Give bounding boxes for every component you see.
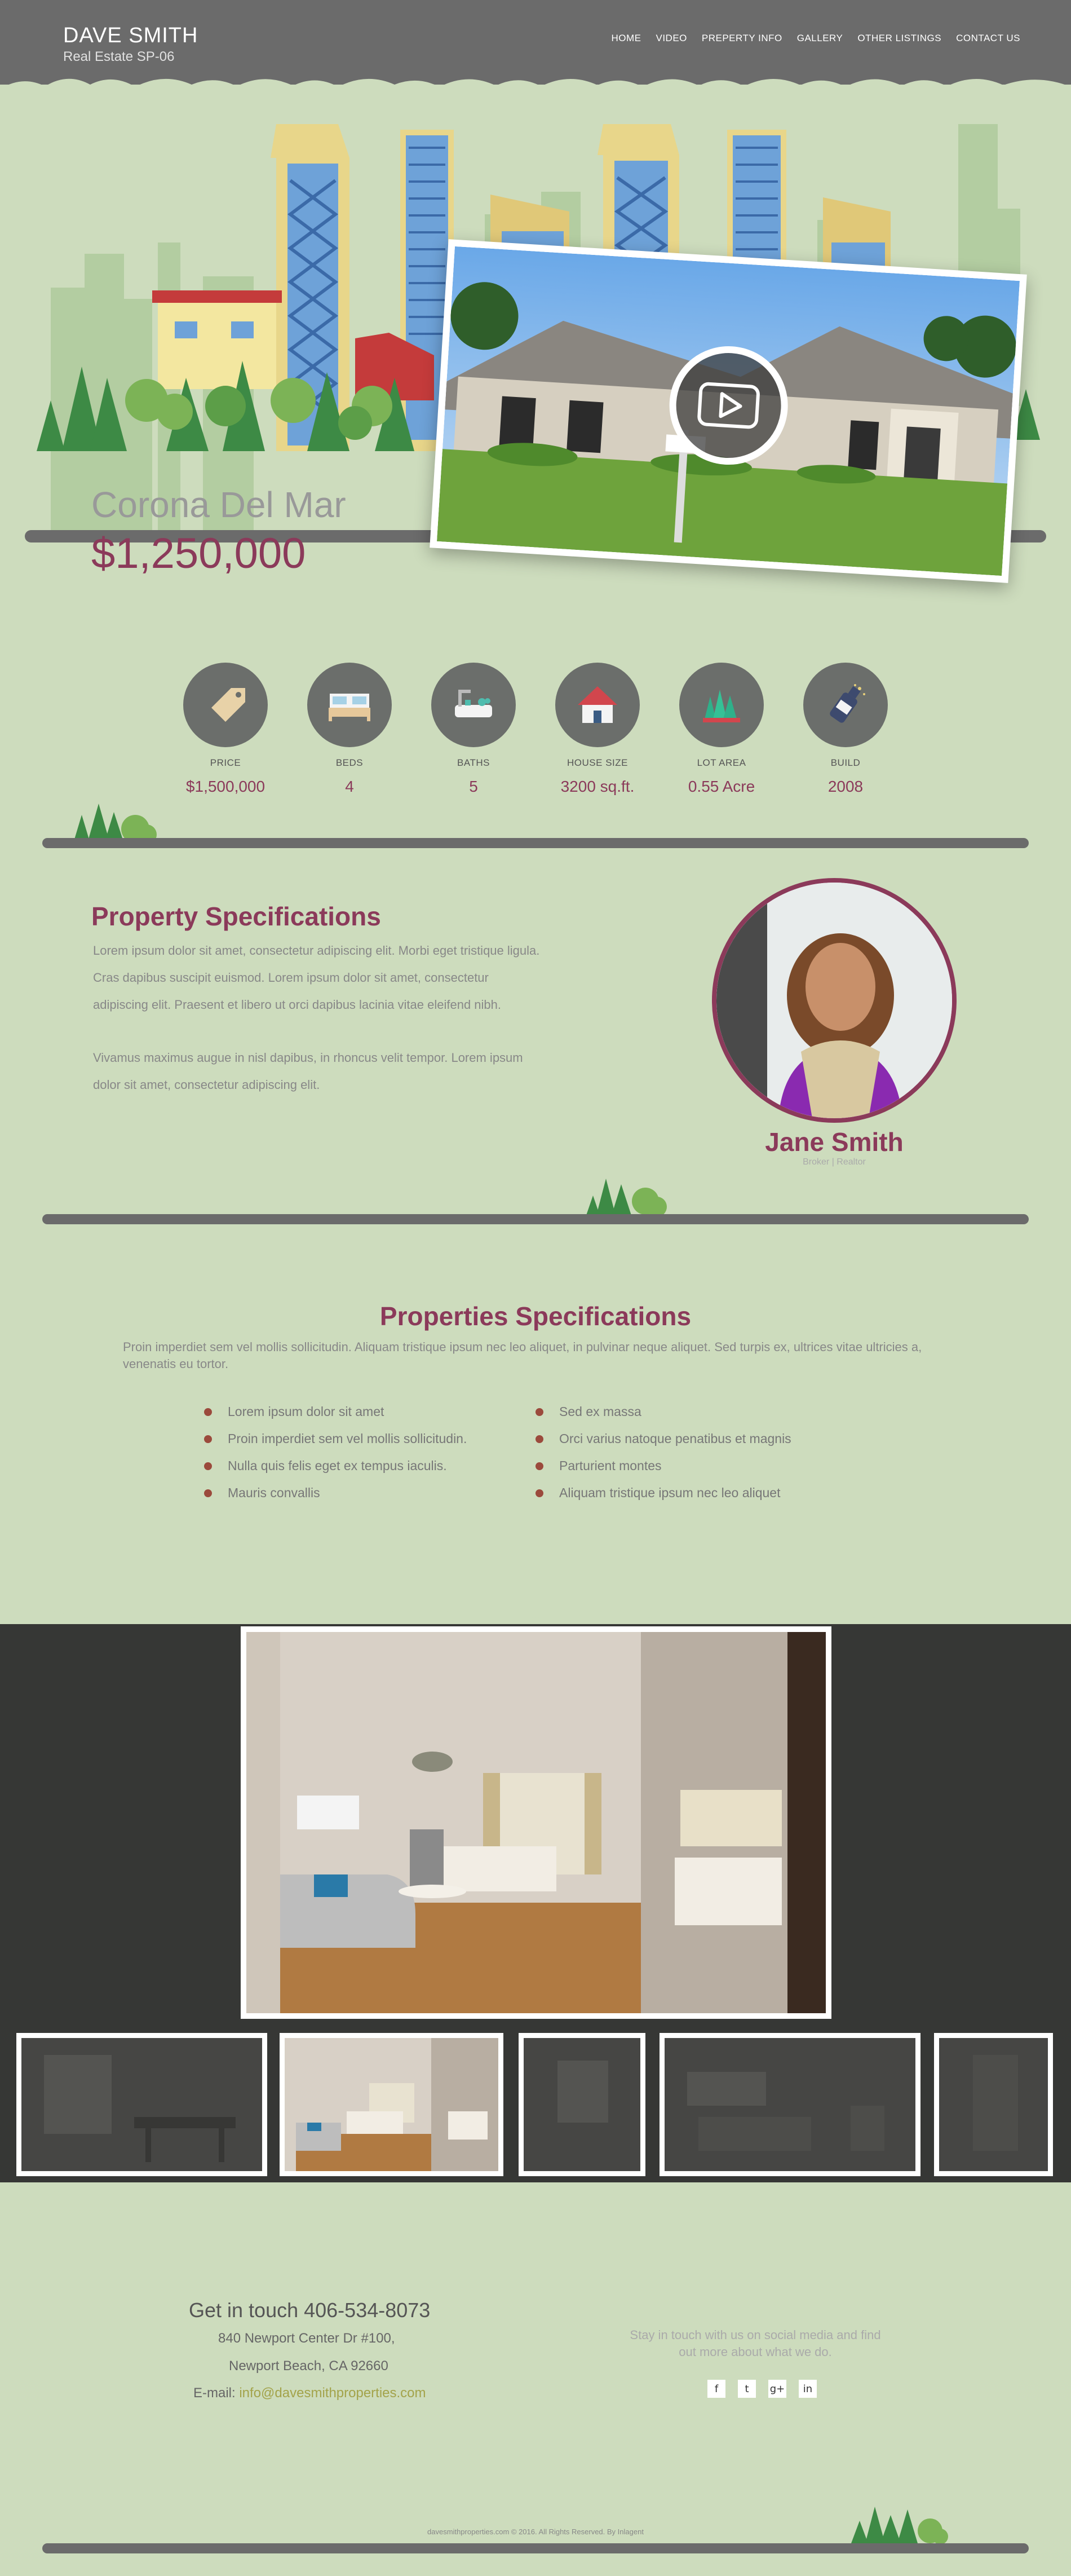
stat-value: 0.55 Acre	[688, 778, 755, 795]
nav-gallery[interactable]: GALLERY	[796, 33, 843, 43]
list-item: Orci varius natoque penatibus et magnis	[536, 1431, 791, 1458]
features-list-left	[204, 1404, 467, 1512]
nav-property-info[interactable]: PREPERTY INFO	[701, 33, 782, 43]
list-item: Nulla quis felis eget ex tempus iaculis.	[204, 1458, 467, 1485]
list-item: Aliquam tristique ipsum nec leo aliquet	[536, 1485, 791, 1512]
price-tag-icon	[200, 680, 251, 730]
gallery-main-photo[interactable]	[241, 1626, 831, 2019]
stat-label: BEDS	[335, 757, 364, 768]
specifications-paragraph-1	[93, 937, 600, 1018]
property-price: $1,250,000	[91, 530, 306, 577]
gallery-thumb-dining[interactable]	[16, 2033, 267, 2176]
footer-bar	[42, 2543, 1029, 2553]
gallery-thumb-bedroom[interactable]	[280, 2033, 503, 2176]
paragraph-line: Cras dapibus suscipit euismod. Lorem ipsum dolor sit amet, consectetur	[93, 971, 489, 985]
google-plus-icon[interactable]: g+	[768, 2380, 786, 2398]
stat-house-size	[552, 663, 643, 796]
stat-value: $1,500,000	[185, 778, 265, 795]
divider-bar	[42, 1214, 1029, 1224]
stat-baths	[428, 663, 519, 796]
trees-decoration	[62, 787, 163, 843]
brand-name: DAVE SMITH	[63, 24, 198, 47]
contact-email-row	[193, 2385, 426, 2401]
nav-contact-us[interactable]: CONTACT US	[956, 33, 1020, 43]
social-tagline: Stay in touch with us on social media and find out more about what we do.	[630, 2328, 881, 2359]
stat-label: BATHS	[457, 757, 490, 768]
stat-label: LOT AREA	[697, 757, 746, 768]
stat-beds	[304, 663, 395, 796]
main-nav	[611, 33, 1020, 44]
specifications-paragraph-2	[93, 1044, 600, 1099]
specifications-title: Property Specifications	[91, 902, 381, 931]
gallery-thumb-hallway[interactable]	[934, 2033, 1053, 2176]
gallery-thumb-window[interactable]	[519, 2033, 645, 2176]
contact-address-2: Newport Beach, CA 92660	[229, 2358, 388, 2374]
stat-label: PRICE	[210, 757, 241, 768]
stat-label: BUILD	[830, 757, 861, 768]
cloud-divider-gallery-bottom	[0, 2180, 1071, 2208]
list-item: Parturient montes	[536, 1458, 791, 1485]
stat-price	[180, 663, 271, 796]
linkedin-icon[interactable]: in	[799, 2380, 817, 2398]
facebook-icon[interactable]: f	[707, 2380, 725, 2398]
property-stats	[180, 663, 891, 796]
nav-other-listings[interactable]: OTHER LISTINGS	[857, 33, 942, 43]
email-link[interactable]: info@davesmithproperties.com	[239, 2385, 426, 2401]
stat-value: 3200 sq.ft.	[560, 778, 635, 795]
list-item: Sed ex massa	[536, 1404, 791, 1431]
agent-role: Broker | Realtor	[803, 1157, 866, 1167]
list-item: Mauris convallis	[204, 1485, 467, 1512]
list-item: Lorem ipsum dolor sit amet	[204, 1404, 467, 1431]
paragraph-line: Lorem ipsum dolor sit amet, consectetur adipiscing elit. Morbi eget tristique ligula.	[93, 943, 540, 958]
house-photo	[437, 246, 1020, 576]
divider-bar	[42, 838, 1029, 848]
twitter-icon[interactable]: t	[738, 2380, 756, 2398]
stat-lot-area	[676, 663, 767, 796]
stat-value: 5	[469, 778, 478, 795]
contact-address-1: 840 Newport Center Dr #100,	[218, 2331, 395, 2346]
house-icon	[572, 680, 623, 730]
properties-specifications-title: Properties Specifications	[379, 1302, 692, 1331]
nav-home[interactable]: HOME	[611, 33, 641, 43]
brand-logo[interactable]	[63, 24, 198, 65]
agent-avatar	[712, 878, 957, 1123]
grass-icon	[696, 680, 747, 730]
video-thumbnail[interactable]	[430, 239, 1027, 583]
nav-video[interactable]: VIDEO	[656, 33, 687, 43]
brand-subtitle: Real Estate SP-06	[63, 49, 175, 64]
stat-build	[800, 663, 891, 796]
list-item: Proin imperdiet sem vel mollis sollicitudin.	[204, 1431, 467, 1458]
properties-specifications-description: Proin imperdiet sem vel mollis sollicitudin. Aliquam tristique ipsum nec leo aliquet, in pulvinar neque aliquet. Sed turpis ex, ultrices vitae ultricies a, venenatis eu tortor.	[123, 1340, 922, 1371]
property-title: Corona Del Mar	[91, 484, 346, 525]
stat-value: 2008	[827, 778, 864, 795]
features-list-right	[536, 1404, 791, 1512]
social-links	[707, 2380, 817, 2398]
stat-value: 4	[345, 778, 354, 795]
trees-decoration	[581, 1165, 676, 1215]
contact-title: Get in touch 406-534-8073	[189, 2299, 431, 2322]
bathtub-icon	[448, 680, 499, 730]
bedroom-photo	[246, 1632, 826, 2013]
paragraph-line: dolor sit amet, consectetur adipiscing elit.	[93, 1078, 320, 1092]
play-icon	[696, 381, 761, 430]
agent-name: Jane Smith	[765, 1127, 904, 1157]
wine-bottle-icon	[820, 680, 871, 730]
cloud-divider-gallery-top	[0, 1591, 1071, 1626]
bed-icon	[324, 680, 375, 730]
paragraph-line: adipiscing elit. Praesent et libero ut orci dapibus lacinia vitae eleifend nibh.	[93, 998, 501, 1012]
copyright: davesmithproperties.com © 2016. All Rights Reserved. By Inlagent	[427, 2528, 644, 2536]
paragraph-line: Vivamus maximus augue in nisl dapibus, in rhoncus velit tempor. Lorem ipsum	[93, 1051, 523, 1065]
gallery-thumb-living[interactable]	[660, 2033, 920, 2176]
email-label: E-mail:	[193, 2385, 240, 2401]
stat-label: HOUSE SIZE	[567, 757, 628, 768]
